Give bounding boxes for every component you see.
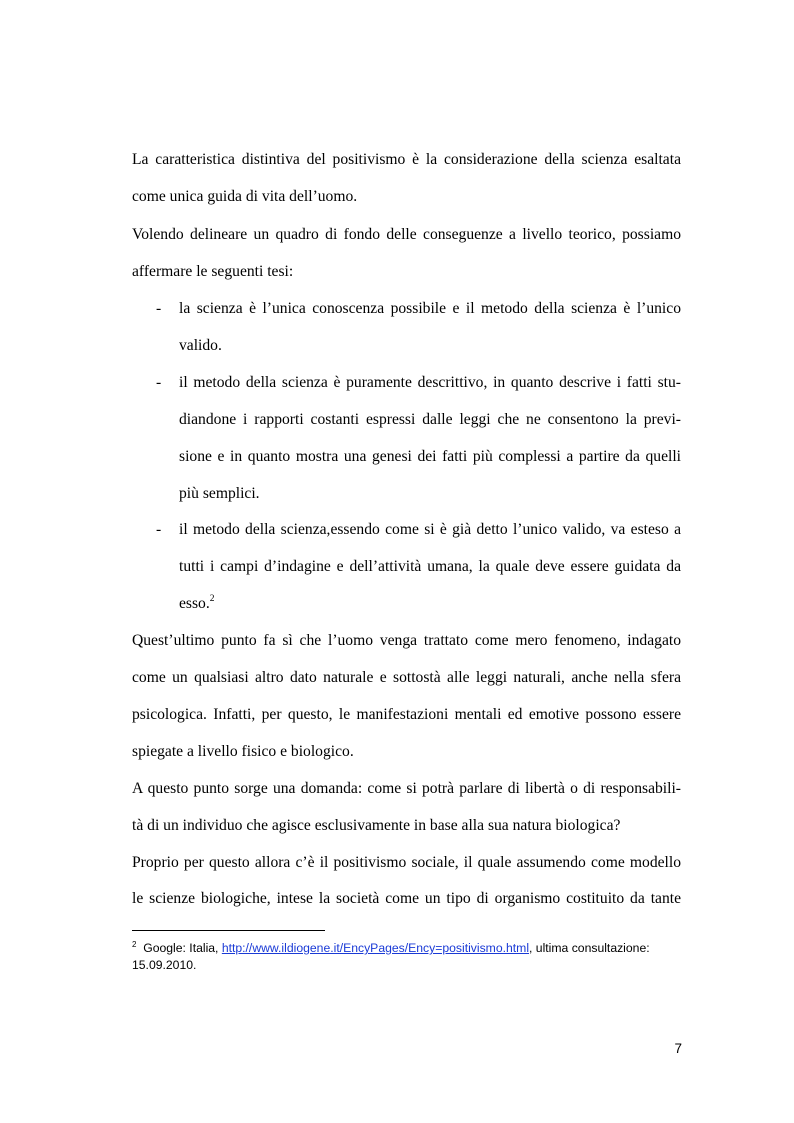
paragraph-5-line-2: le scienze biologiche, intese la società come un tipo di organismo costituito da tante (132, 890, 681, 907)
page-number: 7 (674, 1041, 682, 1056)
paragraph-3-line-2: come un qualsiasi altro dato naturale e sottostà alle leggi naturali, anche nella sfera (132, 669, 681, 686)
paragraph-2-line-1: Volendo delineare un quadro di fondo delle conseguenze a livello teorico, possiamo (132, 226, 681, 243)
footnote-suffix: , ultima consultazione: (529, 941, 650, 955)
list-item-2-line-4: più semplici. (179, 485, 260, 502)
paragraph-4-line-2: tà di un individuo che agisce esclusivamente in base alla sua natura biologica? (132, 817, 621, 834)
paragraph-1-line-2: come unica guida di vita dell’uomo. (132, 188, 358, 205)
footnote-line-1 (132, 940, 692, 956)
list-item-3-line-3-text: esso. (179, 595, 210, 612)
list-item-1-line-1: la scienza è l’unica conoscenza possibile e il metodo della scienza è l’unico (179, 300, 681, 317)
paragraph-3-line-4: spiegate a livello fisico e biologico. (132, 743, 354, 760)
paragraph-5-line-1: Proprio per questo allora c’è il positivismo sociale, il quale assumendo come modello (132, 854, 681, 871)
list-item-1-marker: - (156, 300, 162, 317)
list-item-3-line-1: il metodo della scienza,essendo come si è già detto l’unico valido, va esteso a (179, 521, 681, 538)
list-item-3-line-2: tutti i campi d’indagine e dell’attività umana, la quale deve essere guidata da (179, 558, 681, 575)
list-item-2-line-3: sione e in quanto mostra una genesi dei fatti più complessi a partire da quelli (179, 448, 681, 465)
footnote-prefix: Google: Italia, (143, 941, 222, 955)
list-item-2-line-2: diandone i rapporti costanti espressi dalle leggi che ne consentono la previ- (179, 411, 681, 428)
list-item-1-line-2: valido. (179, 337, 222, 354)
list-item-2-marker: - (156, 374, 162, 391)
footnote-link[interactable]: http://www.ildiogene.it/EncyPages/Ency=positivismo.html (221, 941, 530, 955)
footnote-reference[interactable]: 2 (209, 594, 215, 604)
paragraph-3-line-1: Quest’ultimo punto fa sì che l’uomo venga trattato come mero fenomeno, indagato (132, 632, 681, 649)
footnote-number: 2 (132, 940, 137, 949)
footnote-separator (132, 930, 325, 931)
paragraph-3-line-3: psicologica. Infatti, per questo, le manifestazioni mentali ed emotive possono essere (132, 706, 681, 723)
paragraph-1-line-1: La caratteristica distintiva del positivismo è la considerazione della scienza esaltata (132, 151, 681, 168)
footnote-line-2: 15.09.2010. (132, 958, 197, 972)
list-item-3-line-3 (179, 594, 681, 614)
paragraph-2-line-2: affermare le seguenti tesi: (132, 263, 294, 280)
paragraph-4-line-1: A questo punto sorge una domanda: come si potrà parlare di libertà o di responsabili- (132, 780, 681, 797)
list-item-3-marker: - (156, 521, 162, 538)
list-item-2-line-1: il metodo della scienza è puramente descrittivo, in quanto descrive i fatti stu- (179, 374, 681, 391)
